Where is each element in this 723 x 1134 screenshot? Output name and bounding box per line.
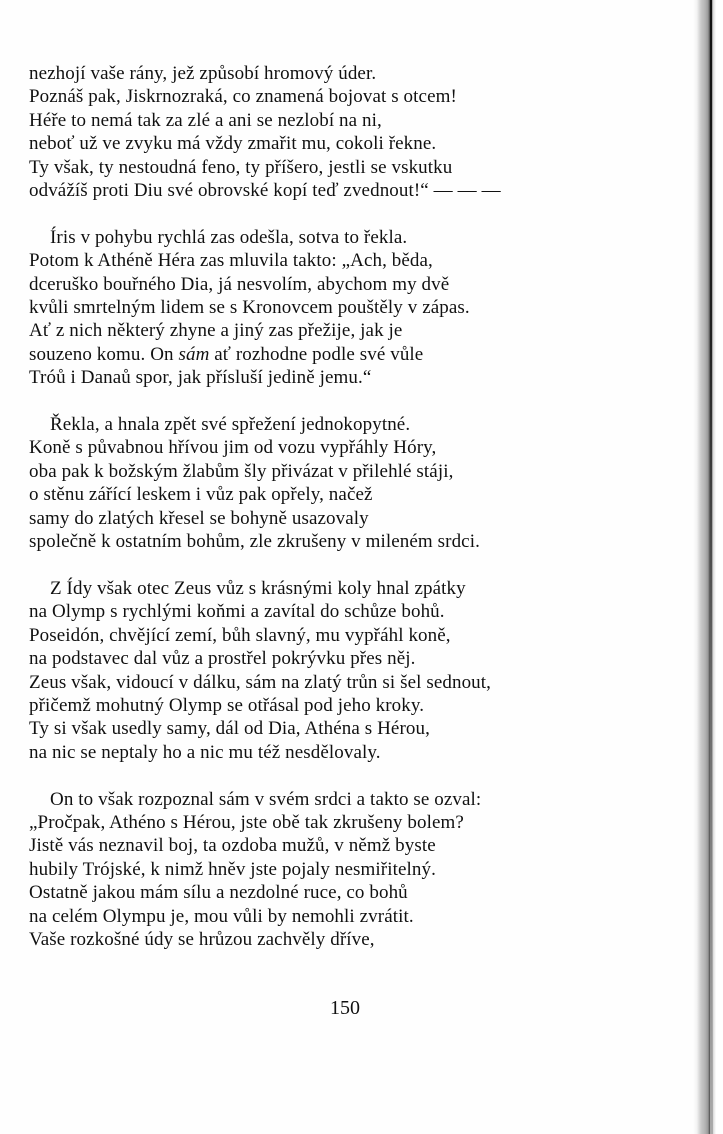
verse-line: na Olymp s rychlými koňmi a zavítal do schůze bohů.	[29, 601, 445, 623]
verse-line: Ty si však usedly samy, dál od Dia, Athéna s Hérou,	[29, 718, 430, 740]
verse-line: na nic se neptaly ho a nic mu též nesdělovaly.	[29, 741, 381, 763]
book-spine-shadow	[693, 0, 723, 1134]
verse-line: na celém Olympu je, mou vůli by nemohli zvrátit.	[29, 905, 414, 927]
stanza	[29, 788, 669, 952]
verse-line: oba pak k božským žlabům šly přivázat v přilehlé stáji,	[29, 460, 454, 482]
verse-line: hubily Trójské, k nimž hněv jste pojaly nesmiřitelný.	[29, 858, 436, 880]
verse-text: ať rozhodne podle své vůle	[209, 343, 424, 365]
emphasized-word: sám	[178, 343, 210, 365]
verse-line: Zeus však, vidoucí v dálku, sám na zlatý trůn si šel sednout,	[29, 671, 492, 693]
verse-line: Jistě vás neznavil boj, ta ozdoba mužů, v němž byste	[29, 835, 436, 857]
stanza	[29, 226, 669, 390]
verse-line: Íris v pohybu rychlá zas odešla, sotva to řekla.	[50, 226, 408, 248]
stanza	[29, 413, 669, 553]
verse-line: Ty však, ty nestoudná feno, ty příšero, jestli se vskutku	[29, 156, 453, 178]
verse-line: Z Ídy však otec Zeus vůz s krásnými koly hnal zpátky	[50, 577, 466, 599]
verse-line: na podstavec dal vůz a prostřel pokrývku přes něj.	[29, 648, 416, 670]
stanza	[29, 577, 669, 764]
verse-line: Poseidón, chvějící zemí, bůh slavný, mu vypřáhl koně,	[29, 624, 451, 646]
verse-line: neboť už ve zvyku má vždy zmařit mu, cokoli řekne.	[29, 133, 437, 155]
verse-line: On to však rozpoznal sám v svém srdci a takto se ozval:	[50, 788, 482, 810]
verse-line: společně k ostatním bohům, zle zkrušeny v mileném srdci.	[29, 531, 480, 553]
verse-line: samy do zlatých křesel se bohyně usazovaly	[29, 507, 369, 529]
verse-line: odvážíš proti Diu své obrovské kopí teď zvednout!“ — — —	[29, 180, 501, 202]
verse-line: kvůli smrtelným lidem se s Kronovcem pouštěly v zápas.	[29, 297, 470, 319]
verse-line: „Pročpak, Athéno s Hérou, jste obě tak zkrušeny bolem?	[29, 811, 464, 833]
page-number: 150	[330, 997, 360, 1019]
verse-line: Ať z nich některý zhyne a jiný zas přežije, jak je	[29, 320, 403, 342]
verse-line: Tróů i Danaů spor, jak přísluší jedině jemu.“	[29, 367, 372, 389]
verse-line: Poznáš pak, Jiskrnozraká, co znamená bojovat s otcem!	[29, 86, 457, 108]
verse-line: Koně s půvabnou hřívou jim od vozu vypřáhly Hóry,	[29, 437, 437, 459]
verse-line: Ostatně jakou mám sílu a nezdolné ruce, co bohů	[29, 882, 408, 904]
verse-line: nezhojí vaše rány, jež způsobí hromový úder.	[29, 63, 377, 84]
verse-line: Vaše rozkošné údy se hrůzou zachvěly dříve,	[29, 928, 375, 950]
verse-line: přičemž mohutný Olymp se otřásal pod jeho kroky.	[29, 694, 425, 716]
verse-text: souzeno komu. On	[29, 343, 179, 365]
verse-line	[29, 343, 669, 366]
verse-line: dceruško bouřného Dia, já nesvolím, abychom my dvě	[29, 273, 450, 295]
verse-line: o stěnu zářící leskem i vůz pak opřely, načež	[29, 484, 373, 506]
verse-line: Řekla, a hnala zpět své spřežení jednokopytné.	[50, 414, 411, 436]
verse-line: Héře to nemá tak za zlé a ani se nezlobí na ni,	[29, 109, 382, 131]
poem-text	[29, 62, 669, 975]
stanza	[29, 62, 669, 202]
verse-line: Potom k Athéně Héra zas mluvila takto: „Ach, běda,	[29, 250, 433, 272]
